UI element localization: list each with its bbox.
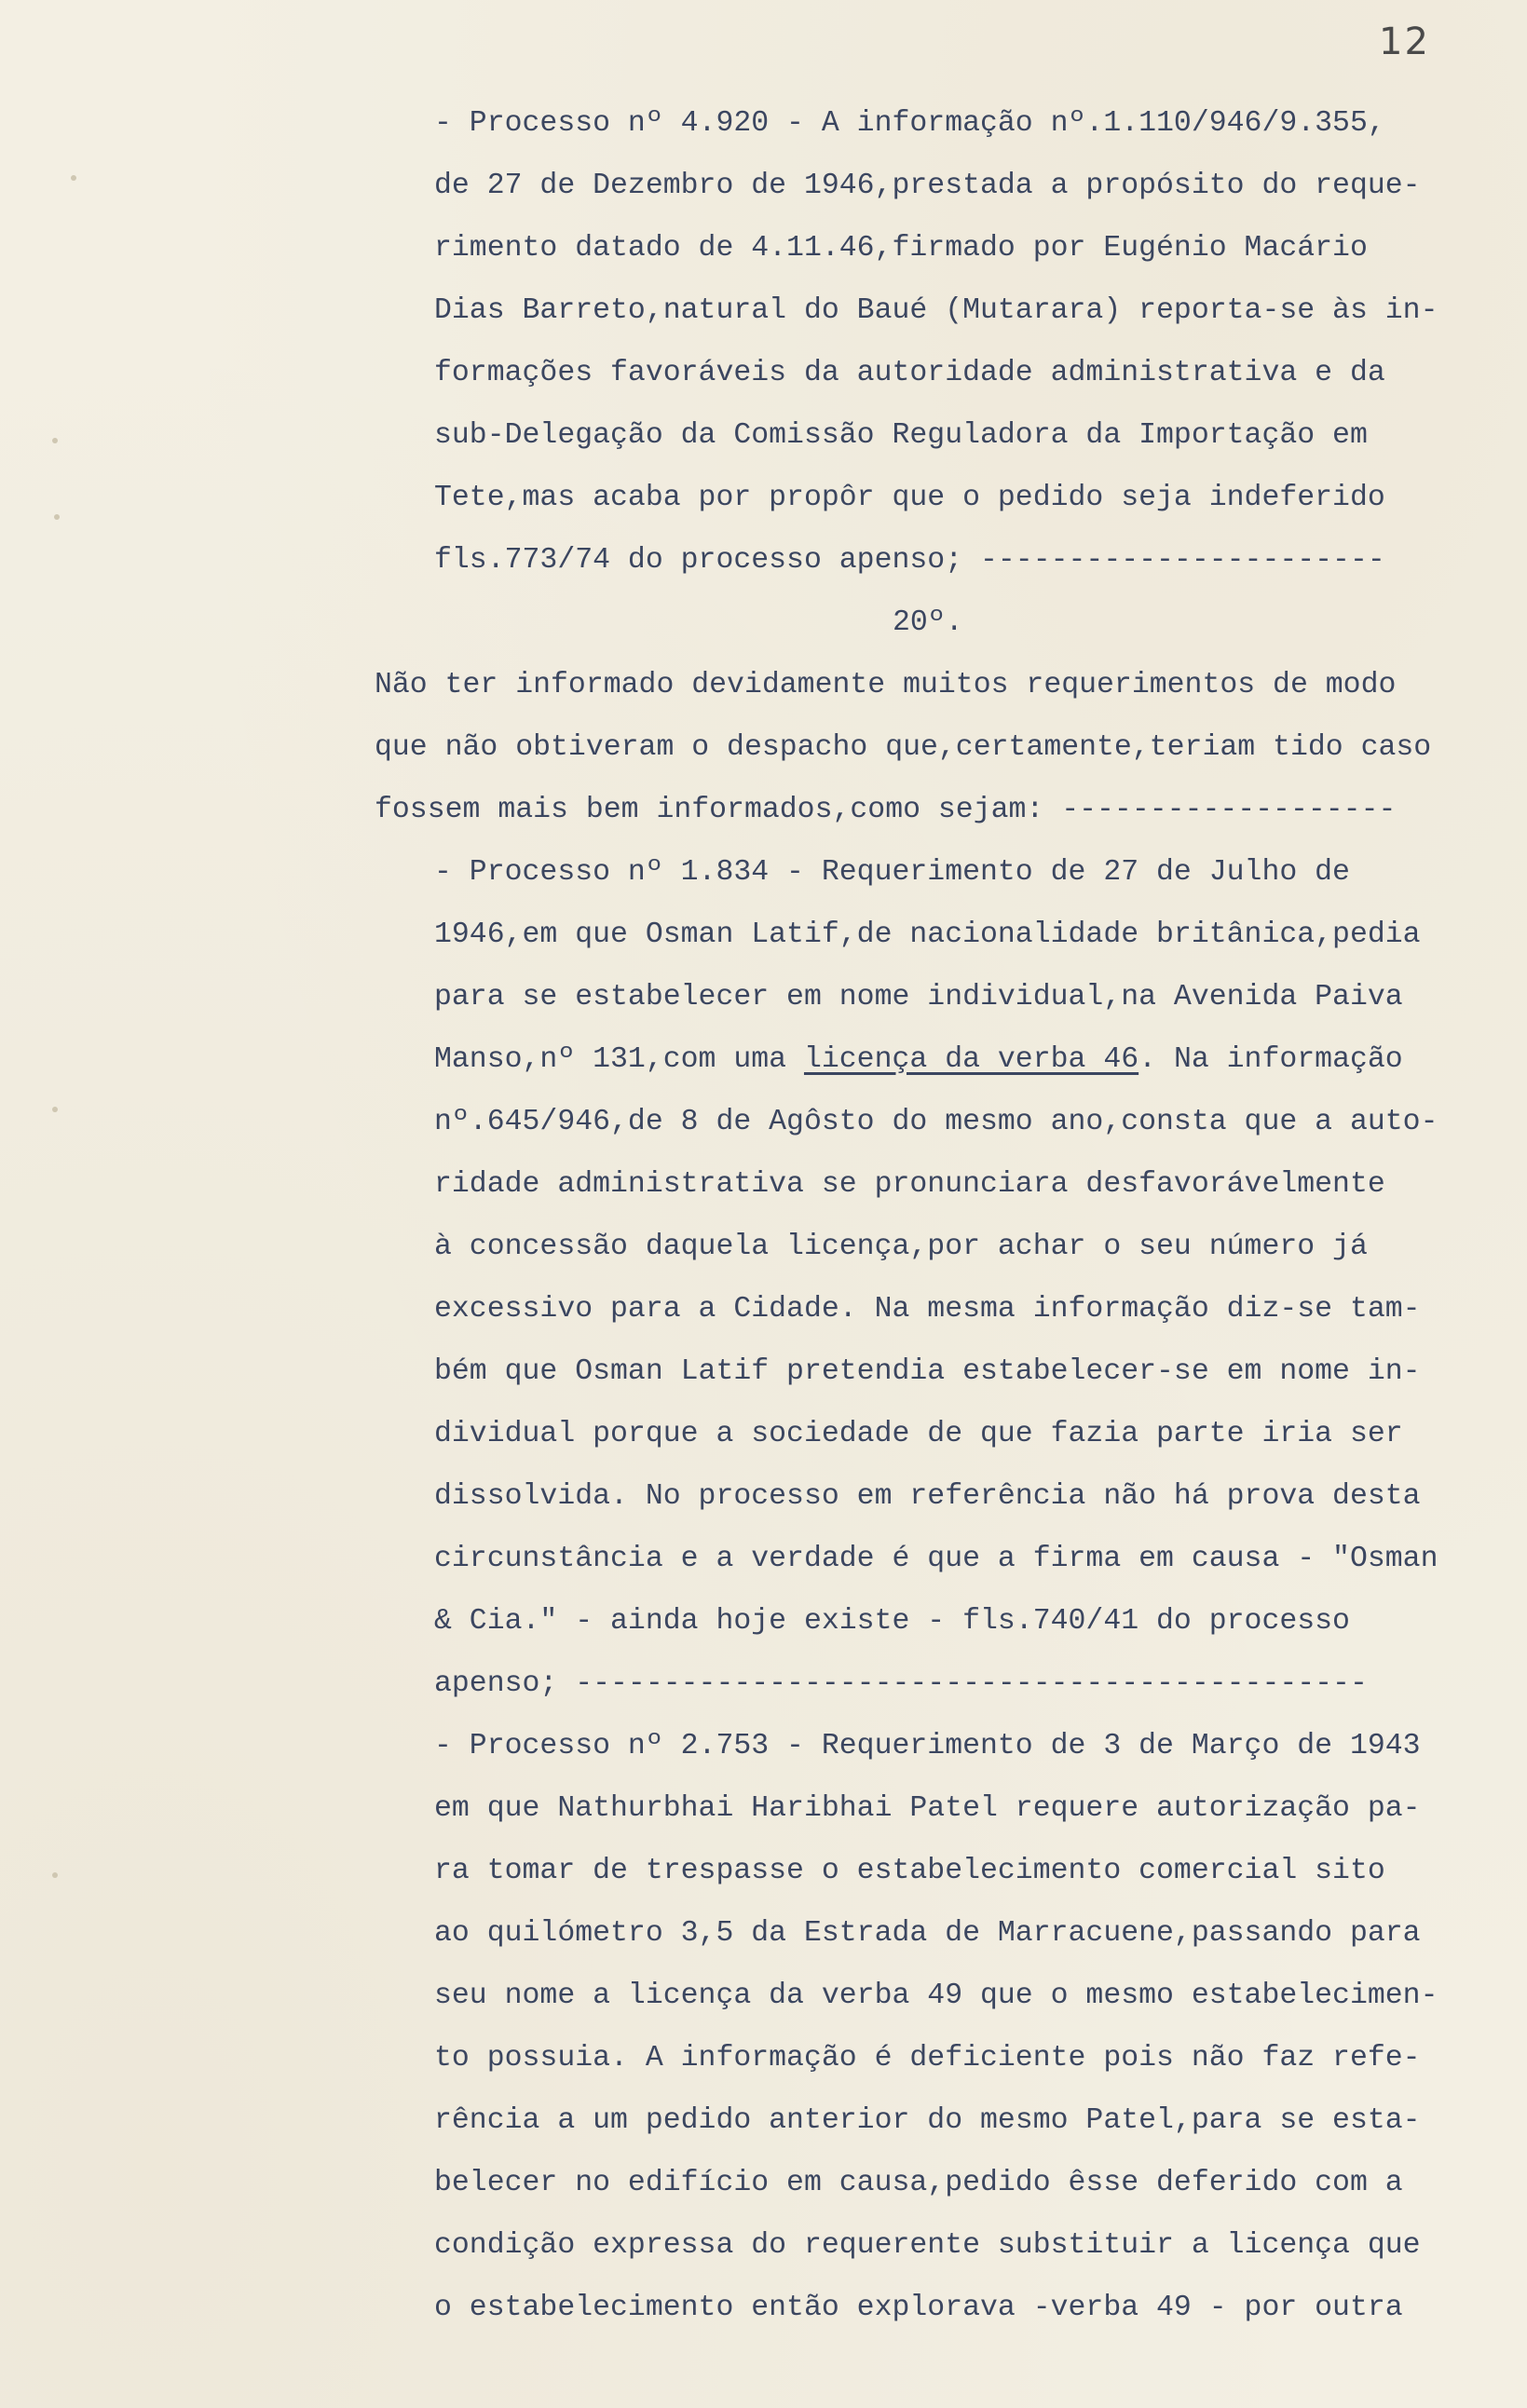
text-line: - Processo nº 4.920 - A informação nº.1.110/946/9.355, xyxy=(434,107,1385,140)
binder-hole-mark xyxy=(52,1107,58,1112)
text-line: rimento datado de 4.11.46,firmado por Eugénio Macário xyxy=(434,232,1368,265)
text-line: 1946,em que Osman Latif,de nacionalidade britânica,pedia xyxy=(434,918,1421,951)
text-line: to possuia. A informação é deficiente pois não faz refe- xyxy=(434,2042,1421,2075)
text-line: à concessão daquela licença,por achar o seu número já xyxy=(434,1231,1368,1263)
text-line: para se estabelecer em nome individual,na Avenida Paiva xyxy=(434,981,1403,1014)
binder-hole-mark xyxy=(54,514,60,520)
text-line: circunstância e a verdade é que a firma em causa - "Osman xyxy=(434,1543,1438,1575)
text-line: - Processo nº 1.834 - Requerimento de 27 de Julho de xyxy=(434,856,1350,889)
text-line: ra tomar de trespasse o estabelecimento comercial sito xyxy=(434,1855,1385,1887)
text-line: dividual porque a sociedade de que fazia parte iria ser xyxy=(434,1418,1403,1450)
text-line: bém que Osman Latif pretendia estabelecer-se em nome in- xyxy=(434,1355,1421,1388)
text-line: Não ter informado devidamente muitos requerimentos de modo xyxy=(375,669,1397,701)
text-line: ao quilómetro 3,5 da Estrada de Marracuene,passando para xyxy=(434,1917,1421,1950)
text-line: Dias Barreto,natural do Baué (Mutarara) reporta-se às in- xyxy=(434,294,1438,327)
text-line: nº.645/946,de 8 de Agôsto do mesmo ano,consta que a auto- xyxy=(434,1106,1438,1138)
text-line: rência a um pedido anterior do mesmo Patel,para se esta- xyxy=(434,2104,1421,2137)
text-line: belecer no edifício em causa,pedido êsse deferido com a xyxy=(434,2167,1403,2199)
text-line: sub-Delegação da Comissão Reguladora da Importação em xyxy=(434,419,1368,452)
text-line: condição expressa do requerente substituir a licença que xyxy=(434,2229,1421,2262)
text-line: fossem mais bem informados,como sejam: ------------------- xyxy=(375,794,1397,826)
text-line: excessivo para a Cidade. Na mesma informação diz-se tam- xyxy=(434,1293,1421,1326)
text-line: o estabelecimento então explorava -verba 49 - por outra xyxy=(434,2292,1403,2324)
text-line: dissolvida. No processo em referência não há prova desta xyxy=(434,1480,1421,1513)
text-line: apenso; --------------------------------------------- xyxy=(434,1667,1368,1700)
text-line: em que Nathurbhai Haribhai Patel requere autorização pa- xyxy=(434,1792,1421,1825)
text-line: que não obtiveram o despacho que,certamente,teriam tido caso xyxy=(375,731,1432,764)
text-line: fls.773/74 do processo apenso; ----------------------- xyxy=(434,544,1385,577)
text-line: formações favoráveis da autoridade administrativa e da xyxy=(434,357,1385,389)
text-line-start: Manso,nº 131,com uma xyxy=(434,1043,804,1076)
text-line: seu nome a licença da verba 49 que o mesmo estabelecimen- xyxy=(434,1979,1438,2012)
text-line-end: . Na informação xyxy=(1138,1043,1403,1076)
text-line: ridade administrativa se pronunciara desfavorávelmente xyxy=(434,1168,1385,1201)
section-number: 20º. xyxy=(893,606,963,639)
text-line xyxy=(434,1045,1403,1075)
text-line: Tete,mas acaba por propôr que o pedido seja indeferido xyxy=(434,482,1385,514)
binder-hole-mark xyxy=(52,438,58,443)
binder-hole-mark xyxy=(71,175,76,181)
text-line: & Cia." - ainda hoje existe - fls.740/41 do processo xyxy=(434,1605,1350,1638)
underlined-phrase: licença da verba 46 xyxy=(803,1043,1139,1076)
text-line: de 27 de Dezembro de 1946,prestada a propósito do reque- xyxy=(434,170,1421,202)
text-line: - Processo nº 2.753 - Requerimento de 3 de Março de 1943 xyxy=(434,1730,1421,1762)
binder-hole-mark xyxy=(52,1872,58,1878)
page-number: 12 xyxy=(1379,20,1430,63)
